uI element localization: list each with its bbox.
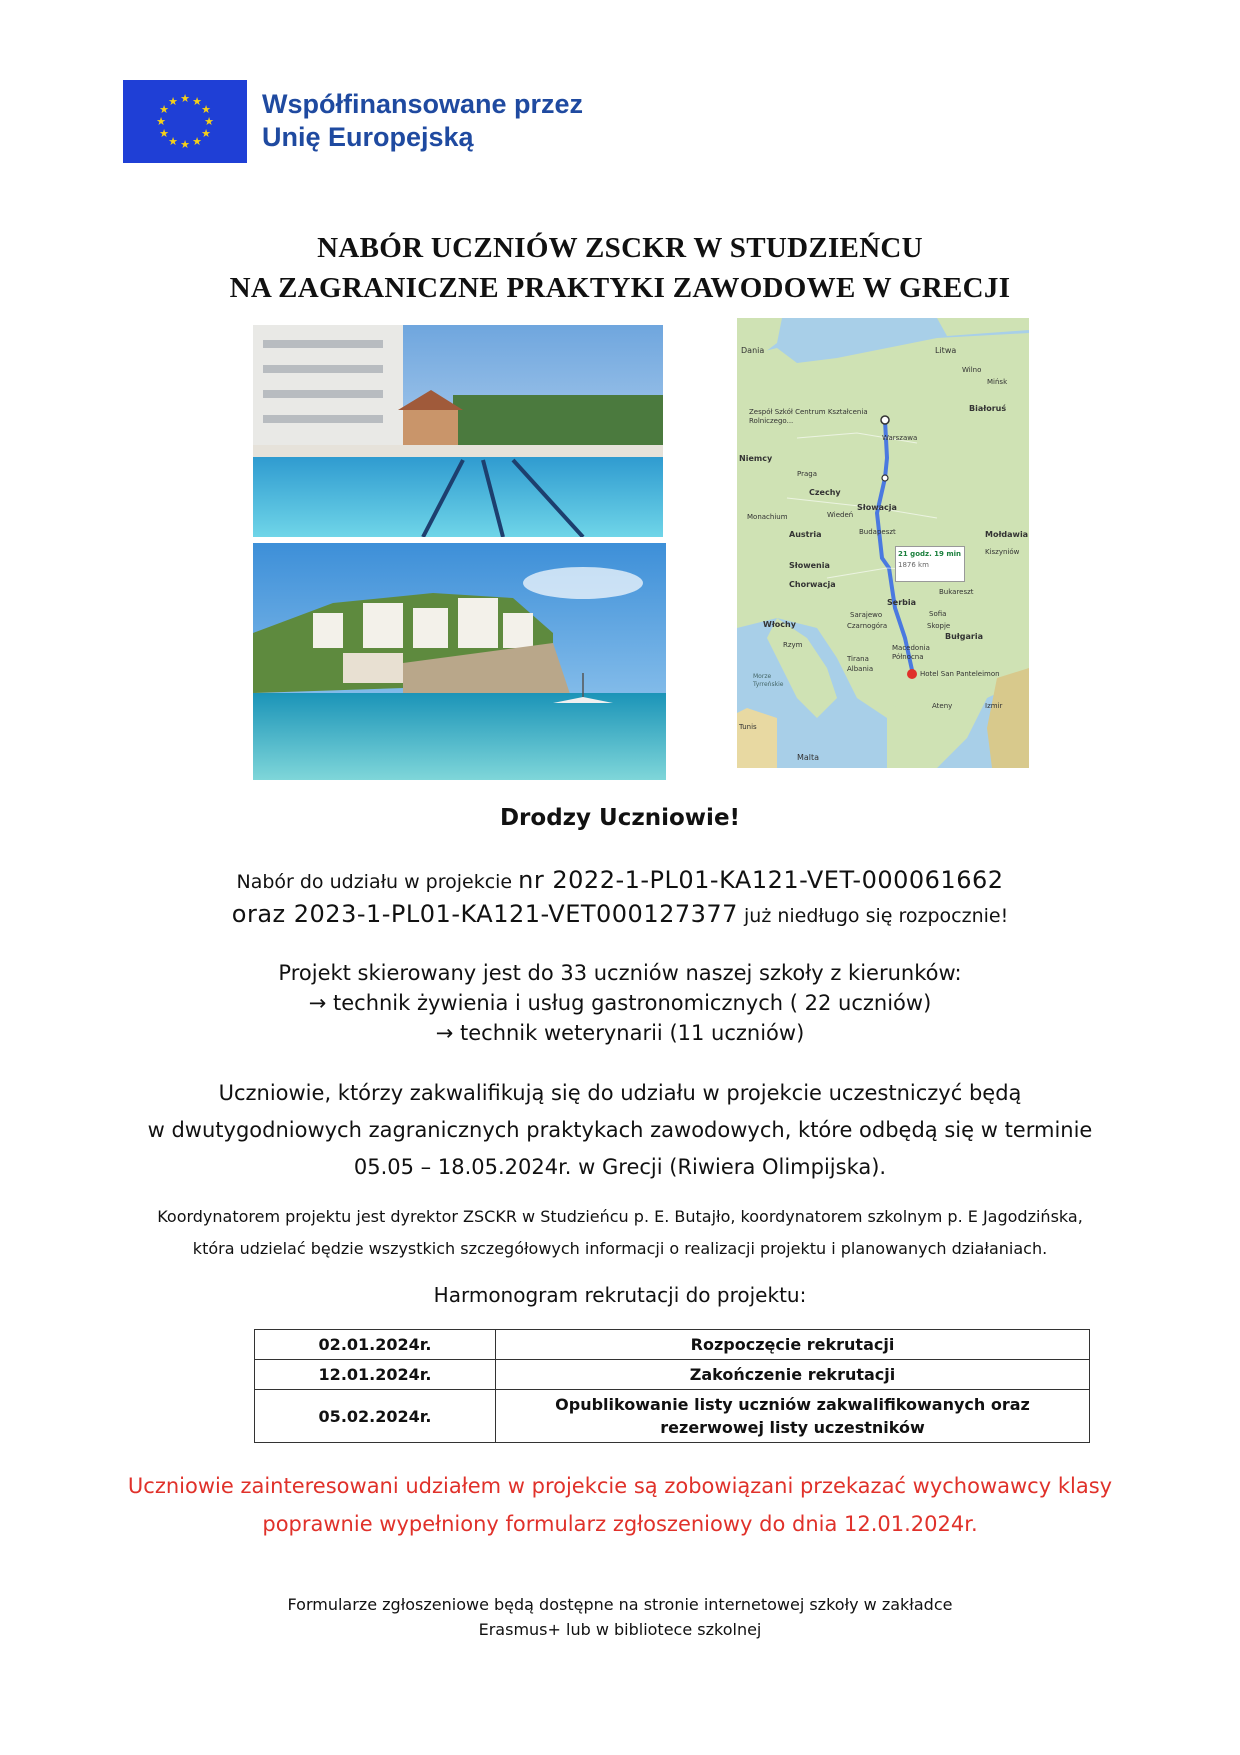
footer-info — [0, 1592, 1240, 1642]
schedule-date: 12.01.2024r. — [255, 1360, 496, 1390]
map-label-sofia: Sofia — [929, 610, 947, 618]
eu-text-line1: Współfinansowane przez — [262, 89, 584, 119]
title-line2: NA ZAGRANICZNE PRAKTYKI ZAWODOWE W GRECJI — [229, 272, 1011, 304]
eu-logo — [123, 80, 633, 166]
map-label-wilno: Wilno — [962, 366, 982, 374]
schedule-event-line2: rezerwowej listy uczestników — [660, 1418, 925, 1437]
coordinator-line2: która udzielać będzie wszystkich szczegółowych informacji o realizacji projektu i planowanych działaniach. — [192, 1239, 1048, 1258]
target-intro: Projekt skierowany jest do 33 uczniów naszej szkoły z kierunków: — [278, 961, 962, 985]
map-label-austria: Austria — [789, 530, 822, 539]
map-label-wieden: Wiedeń — [827, 511, 854, 519]
details-line2: w dwutygodniowych zagranicznych praktykach zawodowych, które odbędą się w terminie — [147, 1118, 1093, 1142]
svg-text:★: ★ — [168, 135, 178, 148]
schedule-event — [496, 1390, 1090, 1443]
schedule-table — [254, 1329, 1090, 1443]
map-label-macedonia: Macedonia Północna — [892, 644, 930, 661]
project-line1-prefix: Nabór do udziału w projekcie — [236, 871, 519, 893]
svg-text:★: ★ — [180, 138, 190, 151]
map-label-rzym: Rzym — [783, 641, 803, 649]
eu-cofinanced-text — [262, 88, 583, 154]
map-label-malta: Malta — [797, 753, 820, 762]
map-label-bukareszt: Bukareszt — [939, 588, 974, 596]
map-label-minsk: Mińsk — [987, 378, 1008, 386]
svg-text:★: ★ — [204, 115, 214, 128]
svg-text:★: ★ — [201, 127, 211, 140]
route-distance: 1876 km — [898, 561, 929, 569]
schedule-date: 05.02.2024r. — [255, 1390, 496, 1443]
map-label-bialorus: Białoruś — [969, 404, 1007, 413]
map-label-warszawa: Warszawa — [882, 434, 918, 442]
map-label-skopje: Skopje — [927, 622, 951, 630]
map-label-litwa: Litwa — [935, 346, 957, 355]
map-label-albania: Albania — [847, 665, 874, 673]
project-code1: nr 2022-1-PL01-KA121-VET-000061662 — [518, 866, 1004, 894]
map-label-hotel: Hotel San Panteleimon — [920, 670, 1000, 678]
notice-line1: Uczniowie zainteresowani udziałem w projekcie są zobowiązani przekazać wychowawcy klasy — [127, 1474, 1113, 1498]
map-label-tunis: Tunis — [739, 723, 757, 731]
map-label-czarnogora: Czarnogóra — [847, 622, 888, 630]
eu-flag-icon — [123, 80, 247, 163]
map-label-monachium: Monachium — [747, 513, 788, 521]
coordinator-line1: Koordynatorem projektu jest dyrektor ZSCKR w Studzieńcu p. E. Butajło, koordynatorem szkolnym p. E Jagodzińska, — [157, 1207, 1083, 1226]
details-line1: Uczniowie, którzy zakwalifikują się do udziału w projekcie uczestniczyć będą — [218, 1081, 1022, 1105]
coordinator-info — [0, 1201, 1240, 1265]
map-label-praga: Praga — [797, 470, 817, 478]
svg-text:★: ★ — [192, 95, 202, 108]
title-line1: NABÓR UCZNIÓW ZSCKR W STUDZIEŃCU — [317, 232, 923, 264]
notice-line2: poprawnie wypełniony formularz zgłoszeniowy do dnia 12.01.2024r. — [262, 1512, 978, 1536]
schedule-event: Zakończenie rekrutacji — [496, 1360, 1090, 1390]
schedule-event-line1: Opublikowanie listy uczniów zakwalifikowanych oraz — [555, 1395, 1030, 1414]
page-title — [0, 228, 1240, 308]
island-village-photo — [253, 543, 666, 780]
practice-details — [0, 1075, 1240, 1186]
map-label-slowenia: Słowenia — [789, 561, 830, 570]
schedule-date: 02.01.2024r. — [255, 1330, 496, 1360]
table-row — [255, 1360, 1090, 1390]
project-numbers — [0, 864, 1240, 932]
map-label-bulgaria: Bułgaria — [945, 632, 983, 641]
map-label-ateny: Ateny — [932, 702, 953, 710]
schedule-event: Rozpoczęcie rekrutacji — [496, 1330, 1090, 1360]
route-map — [737, 318, 1029, 768]
route-time: 21 godz. 19 min — [898, 550, 962, 558]
target-item1: → technik żywienia i usług gastronomicznych ( 22 uczniów) — [308, 991, 932, 1015]
svg-text:★: ★ — [156, 115, 166, 128]
eu-text-line2: Unię Europejską — [262, 122, 474, 152]
svg-text:★: ★ — [159, 103, 169, 116]
map-label-sarajewo: Sarajewo — [850, 611, 883, 619]
map-label-school: Zespół Szkół Centrum Kształcenia Rolniczego... — [749, 408, 868, 425]
svg-text:★: ★ — [159, 127, 169, 140]
target-item2: → technik weterynarii (11 uczniów) — [435, 1021, 805, 1045]
map-label-budapeszt: Budapeszt — [859, 528, 896, 536]
map-label-moldawia: Mołdawia — [985, 530, 1029, 539]
map-label-niemcy: Niemcy — [739, 454, 773, 463]
map-label-tirana: Tirana — [847, 655, 869, 663]
map-label-dania: Dania — [741, 346, 765, 355]
details-line3: 05.05 – 18.05.2024r. w Grecji (Riwiera Olimpijska). — [353, 1155, 887, 1179]
map-label-wlochy: Włochy — [763, 620, 796, 629]
greeting: Drodzy Uczniowie! — [499, 805, 741, 831]
target-group — [0, 958, 1240, 1048]
map-label-chorwacja: Chorwacja — [789, 580, 836, 589]
map-label-izmir: Izmir — [985, 702, 1003, 710]
schedule-heading: Harmonogram rekrutacji do projektu: — [433, 1283, 807, 1307]
application-notice — [0, 1467, 1240, 1543]
svg-text:★: ★ — [201, 103, 211, 116]
map-label-slowacja: Słowacja — [857, 503, 897, 512]
map-background — [737, 318, 1029, 768]
footer-line2: Erasmus+ lub w bibliotece szkolnej — [478, 1620, 762, 1639]
svg-text:★: ★ — [192, 135, 202, 148]
table-row — [255, 1390, 1090, 1443]
project-code2: oraz 2023-1-PL01-KA121-VET000127377 — [231, 900, 738, 928]
table-row — [255, 1330, 1090, 1360]
svg-text:★: ★ — [168, 95, 178, 108]
map-label-morze: Morze Tyrreńskie — [753, 673, 784, 688]
footer-line1: Formularze zgłoszeniowe będą dostępne na stronie internetowej szkoły w zakładce — [287, 1595, 953, 1614]
hotel-pool-photo — [253, 325, 663, 537]
map-label-serbia: Serbia — [887, 598, 916, 607]
route-time-badge — [895, 546, 965, 582]
map-label-czechy: Czechy — [809, 488, 841, 497]
svg-text:★: ★ — [180, 92, 190, 105]
project-line2-suffix: już niedługo się rozpocznie! — [737, 905, 1009, 927]
map-label-kiszyniow: Kiszyniów — [985, 548, 1020, 556]
